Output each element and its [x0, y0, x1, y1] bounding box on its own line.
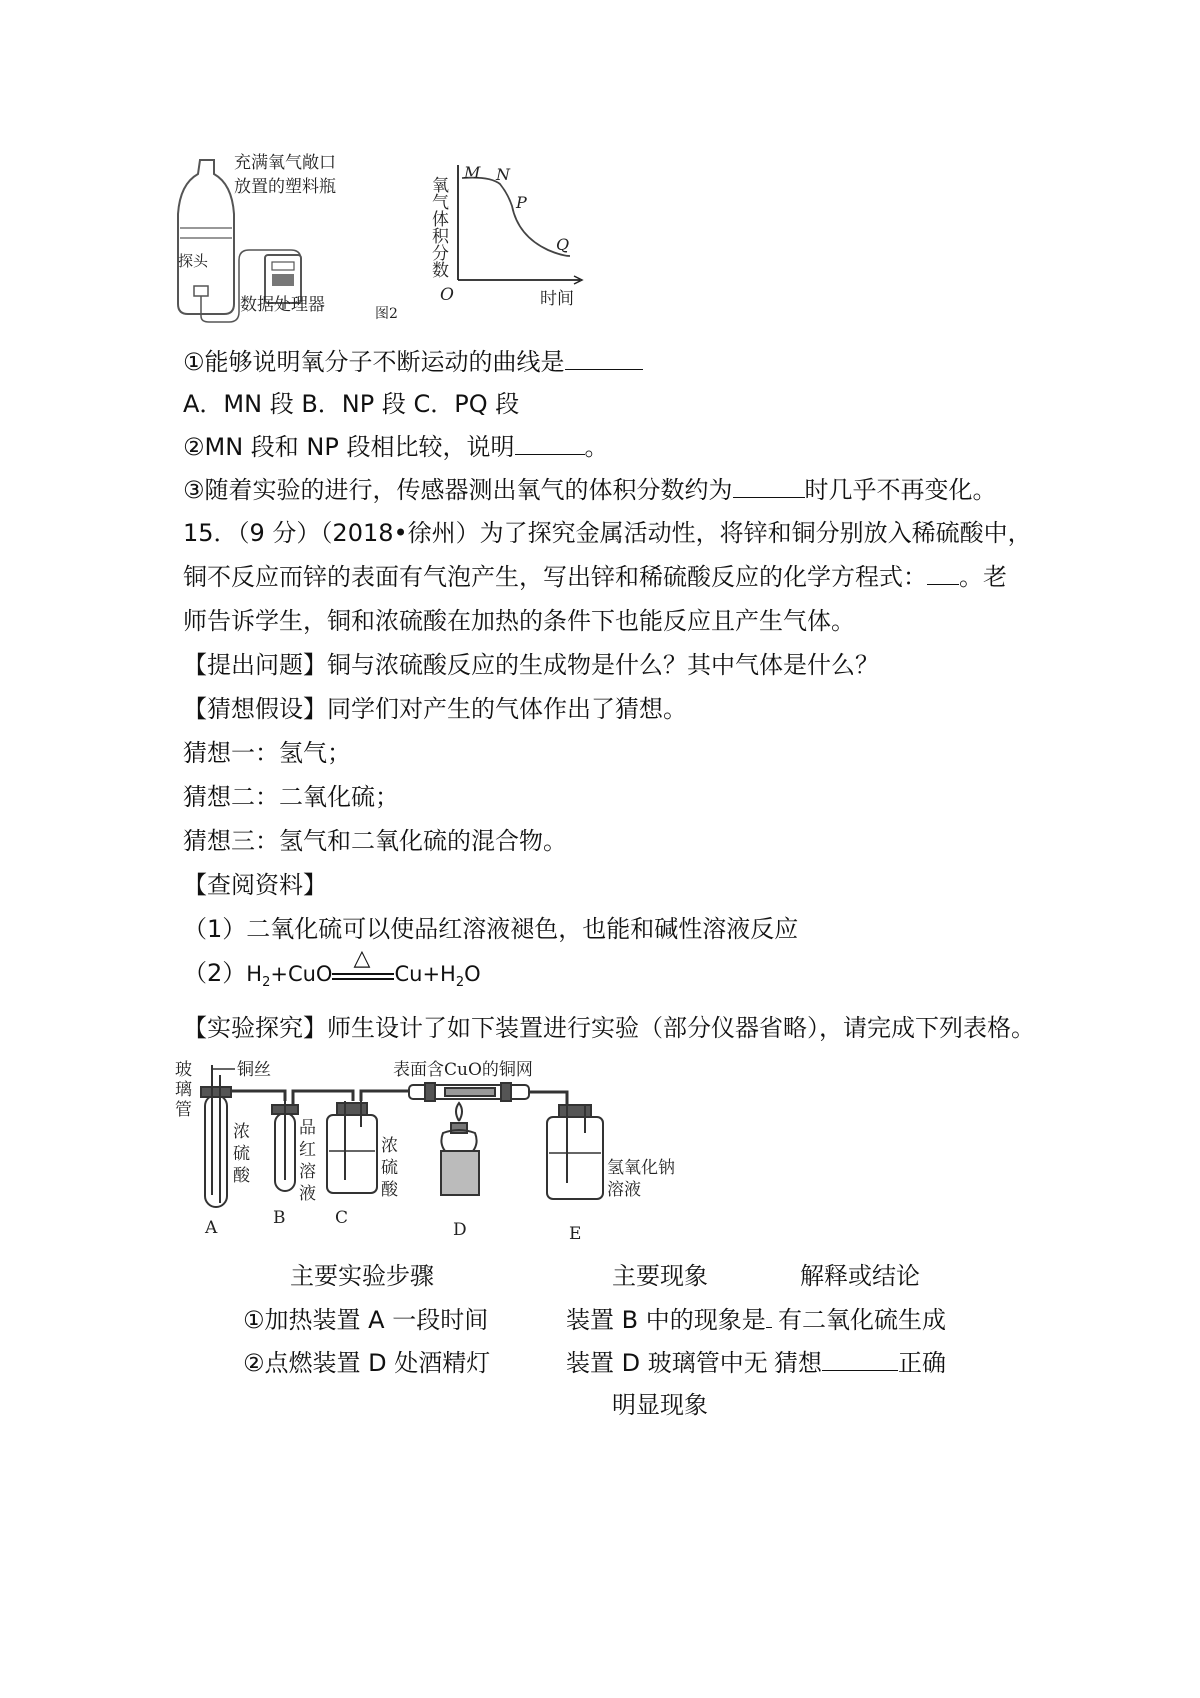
heat-delta-icon: △ [353, 946, 371, 971]
raise-question: 【提出问题】铜与浓硫酸反应的生成物是什么？其中气体是什么？ [183, 651, 879, 679]
label-A: A [205, 1218, 218, 1238]
figure-oxygen-sensor [170, 150, 640, 330]
processor-label: 数据处理器 [240, 295, 325, 315]
answer-blank-phenomenon[interactable] [766, 1305, 772, 1328]
row2-step: ②点燃装置 D 处酒精灯 [243, 1349, 491, 1377]
eq-h: H [246, 962, 263, 986]
figure-caption: 图2 [375, 306, 398, 322]
point-M: M [464, 163, 481, 182]
table-header-steps: 主要实验步骤 [290, 1262, 434, 1290]
part1-options: A．MN 段 B．NP 段 C．PQ 段 [183, 390, 520, 418]
pinhong-label-1: 品 [299, 1118, 316, 1138]
label-B: B [273, 1208, 286, 1228]
row1-step: ①加热装置 A 一段时间 [243, 1306, 489, 1334]
row1-conclusion: 有二氧化硫生成 [778, 1306, 946, 1334]
acid-c-label-1: 浓 [381, 1136, 398, 1156]
tube-A [205, 1095, 227, 1207]
row2-conclusion-prefix: 猜想 [774, 1349, 822, 1377]
bottle-label-2: 放置的塑料瓶 [234, 177, 336, 197]
bottle-drawing [178, 160, 234, 314]
copper-wire-label: 铜丝 [237, 1060, 271, 1080]
row1-phenomenon [566, 1304, 772, 1336]
row2-conclusion-suffix: 正确 [898, 1349, 946, 1377]
oxygen-curve [462, 178, 570, 256]
naoh-label-1: 氢氧化钠 [607, 1158, 675, 1178]
q15-line-2 [183, 561, 1007, 593]
point-P: P [516, 193, 527, 212]
bottle-E [547, 1117, 603, 1199]
y-axis-label: 氧气体积分数 [428, 176, 448, 278]
reference-title: 【查阅资料】 [183, 871, 327, 899]
experiment-intro: 【实验探究】师生设计了如下装置进行实验（部分仪器省略），请完成下列表格。 [183, 1014, 1035, 1042]
row2-phenomenon-line1: 装置 D 玻璃管中无 [566, 1349, 768, 1377]
bottle-label-1: 充满氧气敞口 [234, 153, 336, 173]
label-D: D [453, 1220, 467, 1240]
row2-phenomenon-line2: 明显现象 [612, 1391, 708, 1419]
question-part-3 [183, 474, 997, 506]
bottle-C [327, 1115, 377, 1193]
acid-a-label-3: 酸 [233, 1166, 250, 1186]
part3-suffix: 时几乎不再变化。 [804, 476, 997, 504]
pinhong-label-4: 液 [299, 1184, 316, 1204]
alcohol-lamp [456, 1103, 462, 1121]
q15-line2-suffix: 。老 [959, 563, 1007, 591]
eq-sub-2: 2 [455, 975, 465, 991]
acid-a-label-2: 硫 [233, 1144, 250, 1164]
part2-suffix: 。 [584, 433, 609, 461]
part2-text: ②MN 段和 NP 段相比较，说明 [183, 433, 515, 461]
point-N: N [496, 165, 510, 184]
question-part-1 [183, 346, 643, 378]
label-E: E [569, 1224, 582, 1244]
answer-blank-3[interactable] [733, 475, 805, 498]
q15-line-1: 15．（9 分）（2018•徐州）为了探究金属活动性，将锌和铜分别放入稀硫酸中， [183, 519, 1032, 547]
eq-sub-1: 2 [262, 975, 271, 991]
row1-phenomenon-text: 装置 B 中的现象是 [566, 1306, 766, 1334]
q15-line-3: 师告诉学生，铜和浓硫酸在加热的条件下也能反应且产生气体。 [183, 607, 855, 635]
eq-cuo: +CuO [270, 962, 333, 986]
answer-blank-guess[interactable] [822, 1348, 898, 1371]
hypothesis: 【猜想假设】同学们对产生的气体作出了猜想。 [183, 695, 687, 723]
question-part-2 [183, 431, 609, 463]
answer-blank-1[interactable] [565, 347, 643, 370]
probe-label: 探头 [178, 252, 209, 270]
reference-2 [183, 946, 481, 999]
figure-apparatus [175, 1055, 695, 1245]
glass-tube-label-1: 玻 [175, 1060, 192, 1080]
guess-2: 猜想二：二氧化硫； [183, 783, 399, 811]
naoh-label-2: 溶液 [607, 1180, 641, 1200]
table-header-phenomena: 主要现象 [612, 1262, 708, 1290]
reference2-prefix: （2） [183, 959, 247, 987]
guess-3: 猜想三：氢气和二氧化硫的混合物。 [183, 827, 567, 855]
x-axis-label: 时间 [540, 289, 574, 309]
answer-blank-equation[interactable] [927, 562, 959, 585]
label-C: C [335, 1208, 349, 1228]
pinhong-label-2: 红 [299, 1140, 316, 1160]
eq-cu-h: Cu+H [394, 962, 456, 986]
part1-text: ①能够说明氧分子不断运动的曲线是 [183, 348, 565, 376]
part3-text: ③随着实验的进行，传感器测出氧气的体积分数约为 [183, 476, 733, 504]
origin-label: O [440, 285, 454, 305]
eq-condition [332, 946, 394, 985]
reference-1: （1）二氧化硫可以使品红溶液褪色，也能和碱性溶液反应 [183, 915, 799, 943]
point-Q: Q [556, 235, 570, 254]
acid-c-label-2: 硫 [381, 1158, 398, 1178]
q15-line2-text: 铜不反应而锌的表面有气泡产生，写出锌和稀硫酸反应的化学方程式： [183, 563, 927, 591]
eq-o: O [464, 962, 481, 986]
answer-blank-2[interactable] [515, 432, 585, 455]
row2-conclusion [774, 1347, 946, 1379]
acid-a-label-1: 浓 [233, 1122, 250, 1142]
acid-c-label-3: 酸 [381, 1180, 398, 1200]
table-header-conclusion: 解释或结论 [800, 1262, 920, 1290]
glass-tube-label-2: 璃 [175, 1080, 192, 1100]
glass-tube-label-3: 管 [175, 1100, 192, 1120]
cuo-mesh-label: 表面含CuO的铜网 [393, 1060, 533, 1080]
pinhong-label-3: 溶 [299, 1162, 316, 1182]
guess-1: 猜想一：氢气； [183, 739, 351, 767]
